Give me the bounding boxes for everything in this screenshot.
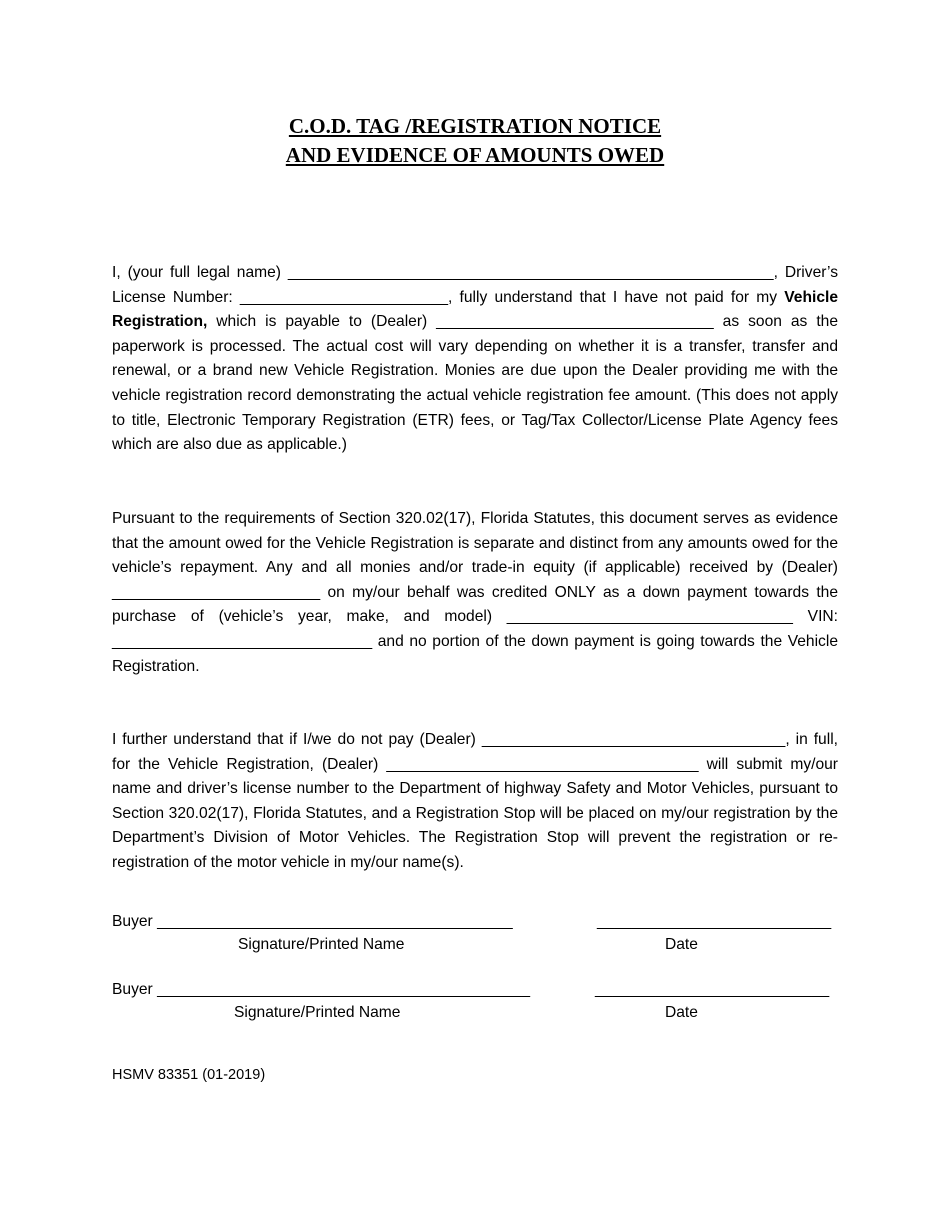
date-line-2[interactable]: ___________________________ bbox=[595, 981, 830, 998]
signature-label-2: Signature/Printed Name bbox=[234, 1004, 401, 1021]
signature-label-1: Signature/Printed Name bbox=[238, 936, 405, 953]
date-label-1: Date bbox=[665, 936, 698, 953]
paragraph1-text-end: which is payable to (Dealer) ________________________________ as soon as the paperwork is processed. The actual cost will vary depending on whether it is a transfer, transfer and renewal, or a brand new Vehicle Registration. Monies are due upon the Dealer providing me with the vehicle registration record demonstrating the actual vehicle registration fee amount. (This does not apply to title, Electronic Temporary Registration (ETR) fees, or Tag/Tax Collector/License Plate Agency fees which are also due as applicable.) bbox=[112, 313, 838, 454]
document-title bbox=[0, 112, 950, 170]
statute-paragraph: Pursuant to the requirements of Section 320.02(17), Florida Statutes, this document serves as evidence that the amount owed for the Vehicle Registration is separate and distinct from any amounts owed for the vehicle’s repayment. Any and all monies and/or trade-in equity (if applicable) received by (Dealer) ________________________ on my/our behalf was credited ONLY as a down payment towards the purchase of (vehicle’s year, make, and model) _________________________________ VIN: ______________________________ and no portion of the down payment is going towards the Vehicle Registration. bbox=[112, 510, 838, 675]
date-label-2: Date bbox=[665, 1004, 698, 1021]
title-line-2: AND EVIDENCE OF AMOUNTS OWED bbox=[285, 143, 665, 167]
acknowledgement-paragraph bbox=[112, 261, 838, 458]
paragraph1-text-start: I, (your full legal name) ________________________________________________________, Driver’s License Number: ________________________, fully understand that I have not paid for my bbox=[112, 264, 838, 306]
title-line-1: C.O.D. TAG /REGISTRATION NOTICE bbox=[288, 114, 662, 138]
registration-stop-paragraph: I further understand that if I/we do not pay (Dealer) ___________________________________, in full, for the Vehicle Registration, (Dealer) ____________________________________ will submit my/our name and driver’s license number to the Department of highway Safety and Motor Vehicles, pursuant to Section 320.02(17), Florida Statutes, and a Registration Stop will be placed on my/our registration by the Department’s Division of Motor Vehicles. The Registration Stop will prevent the registration or re-registration of the motor vehicle in my/our name(s). bbox=[112, 731, 838, 871]
buyer-signature-line-2[interactable]: Buyer ___________________________________________ bbox=[112, 981, 530, 998]
vehicle-registration-bold: Vehicle Registration, bbox=[112, 288, 838, 331]
form-number: HSMV 83351 (01-2019) bbox=[112, 1067, 266, 1083]
date-line-1[interactable]: ___________________________ bbox=[597, 913, 832, 930]
buyer-signature-line-1[interactable]: Buyer _________________________________________ bbox=[112, 913, 513, 930]
